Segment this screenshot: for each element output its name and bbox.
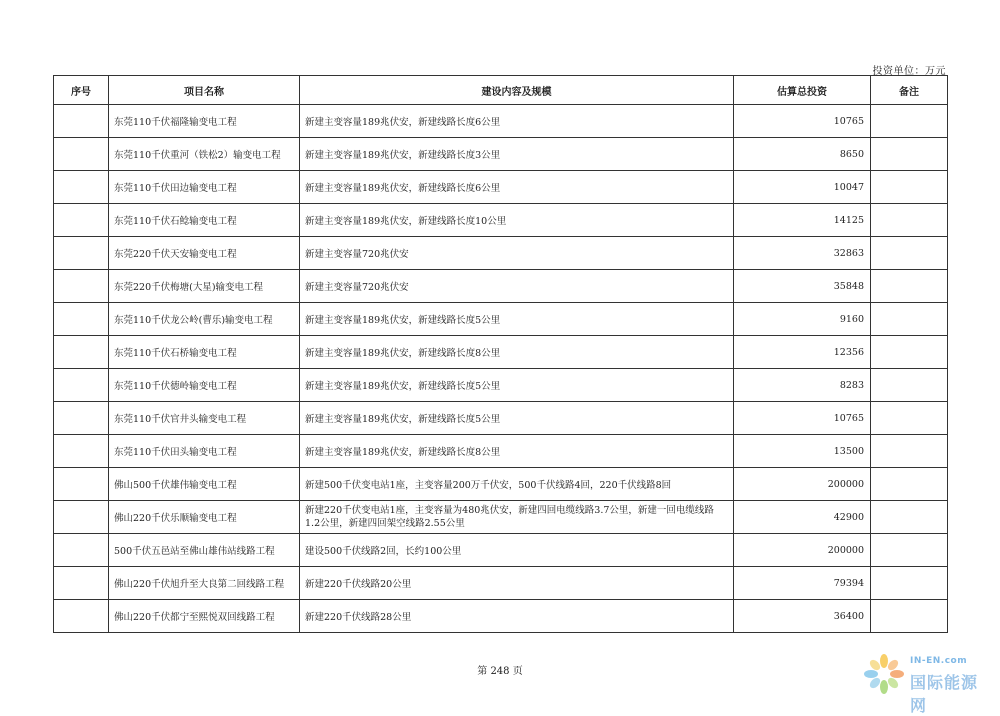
cell-content: 建设500千伏线路2回，长约100公里 [300, 534, 734, 567]
cell-content: 新建220千伏线路20公里 [300, 567, 734, 600]
cell-seq [54, 105, 109, 138]
cell-investment: 10765 [734, 105, 871, 138]
cell-content: 新建主变容量189兆伏安，新建线路长度6公里 [300, 171, 734, 204]
table-row [54, 303, 948, 336]
cell-note [871, 138, 948, 171]
table-row [54, 270, 948, 303]
cell-investment: 8650 [734, 138, 871, 171]
cell-note [871, 105, 948, 138]
cell-project-name: 佛山500千伏雄伟输变电工程 [109, 468, 300, 501]
table-row [54, 600, 948, 633]
cell-seq [54, 468, 109, 501]
cell-content: 新建220千伏变电站1座，主变容量为480兆伏安，新建四回电缆线路3.7公里，新建一回电缆线路1.2公里，新建四回架空线路2.55公里 [300, 501, 734, 534]
cell-seq [54, 501, 109, 534]
page-number: 第 248 页 [477, 666, 523, 677]
cell-seq [54, 435, 109, 468]
cell-content: 新建主变容量189兆伏安，新建线路长度8公里 [300, 336, 734, 369]
table-row [54, 138, 948, 171]
cell-project-name: 东莞110千伏石鲶输变电工程 [109, 204, 300, 237]
cell-project-name: 东莞110千伏田边输变电工程 [109, 171, 300, 204]
cell-note [871, 303, 948, 336]
cell-note [871, 270, 948, 303]
table-row [54, 501, 948, 534]
cell-content: 新建主变容量189兆伏安，新建线路长度5公里 [300, 402, 734, 435]
cell-investment: 32863 [734, 237, 871, 270]
project-table [53, 75, 948, 633]
table-header-row [54, 76, 948, 105]
table-row [54, 435, 948, 468]
cell-project-name: 佛山220千伏旭升至大良第二回线路工程 [109, 567, 300, 600]
cell-seq [54, 336, 109, 369]
cell-investment: 35848 [734, 270, 871, 303]
column-header-content: 建设内容及规模 [300, 76, 734, 105]
table-row [54, 468, 948, 501]
table-row [54, 237, 948, 270]
cell-investment: 10765 [734, 402, 871, 435]
sun-flower-icon [862, 652, 906, 696]
cell-seq [54, 204, 109, 237]
cell-investment: 8283 [734, 369, 871, 402]
cell-content: 新建220千伏线路28公里 [300, 600, 734, 633]
table-row [54, 105, 948, 138]
cell-note [871, 435, 948, 468]
cell-investment: 10047 [734, 171, 871, 204]
column-header-name: 项目名称 [109, 76, 300, 105]
cell-seq [54, 270, 109, 303]
cell-investment: 9160 [734, 303, 871, 336]
table-row [54, 171, 948, 204]
cell-project-name: 东莞110千伏重河（铁松2）输变电工程 [109, 138, 300, 171]
cell-note [871, 468, 948, 501]
cell-investment: 13500 [734, 435, 871, 468]
cell-project-name: 东莞220千伏天安输变电工程 [109, 237, 300, 270]
cell-content: 新建主变容量189兆伏安，新建线路长度6公里 [300, 105, 734, 138]
table-row [54, 204, 948, 237]
cell-project-name: 佛山220千伏乐顺输变电工程 [109, 501, 300, 534]
cell-investment: 200000 [734, 468, 871, 501]
cell-project-name: 东莞110千伏德岭输变电工程 [109, 369, 300, 402]
cell-project-name: 东莞110千伏官井头输变电工程 [109, 402, 300, 435]
cell-project-name: 东莞110千伏福隆输变电工程 [109, 105, 300, 138]
table-row [54, 369, 948, 402]
cell-seq [54, 303, 109, 336]
table-row [54, 534, 948, 567]
cell-investment: 79394 [734, 567, 871, 600]
cell-investment: 200000 [734, 534, 871, 567]
cell-project-name: 东莞110千伏田头输变电工程 [109, 435, 300, 468]
cell-content: 新建主变容量189兆伏安，新建线路长度8公里 [300, 435, 734, 468]
cell-project-name: 500千伏五邑站至佛山雄伟站线路工程 [109, 534, 300, 567]
cell-project-name: 佛山220千伏都宁至熙悦双回线路工程 [109, 600, 300, 633]
cell-note [871, 600, 948, 633]
cell-seq [54, 402, 109, 435]
column-header-seq: 序号 [54, 76, 109, 105]
table-row [54, 567, 948, 600]
cell-content: 新建500千伏变电站1座，主变容量200万千伏安，500千伏线路4回，220千伏线路8回 [300, 468, 734, 501]
watermark-logo [862, 652, 994, 715]
cell-investment: 36400 [734, 600, 871, 633]
cell-content: 新建主变容量189兆伏安，新建线路长度10公里 [300, 204, 734, 237]
cell-note [871, 567, 948, 600]
cell-seq [54, 600, 109, 633]
cell-note [871, 237, 948, 270]
table-row [54, 336, 948, 369]
cell-seq [54, 534, 109, 567]
cell-seq [54, 237, 109, 270]
cell-note [871, 501, 948, 534]
investment-unit-label: 投资单位：万元 [872, 66, 946, 77]
cell-content: 新建主变容量189兆伏安，新建线路长度5公里 [300, 303, 734, 336]
cell-seq [54, 369, 109, 402]
cell-note [871, 336, 948, 369]
cell-content: 新建主变容量720兆伏安 [300, 237, 734, 270]
cell-seq [54, 567, 109, 600]
cell-content: 新建主变容量189兆伏安，新建线路长度5公里 [300, 369, 734, 402]
cell-content: 新建主变容量189兆伏安，新建线路长度3公里 [300, 138, 734, 171]
watermark-brand: 国际能源网 [910, 673, 979, 715]
cell-content: 新建主变容量720兆伏安 [300, 270, 734, 303]
column-header-note: 备注 [871, 76, 948, 105]
cell-investment: 14125 [734, 204, 871, 237]
cell-note [871, 171, 948, 204]
table-row [54, 402, 948, 435]
cell-project-name: 东莞220千伏梅塘(大星)输变电工程 [109, 270, 300, 303]
cell-seq [54, 171, 109, 204]
cell-investment: 12356 [734, 336, 871, 369]
cell-investment: 42900 [734, 501, 871, 534]
cell-note [871, 369, 948, 402]
cell-note [871, 534, 948, 567]
cell-project-name: 东莞110千伏龙公岭(曹乐)输变电工程 [109, 303, 300, 336]
watermark-domain: IN-EN.com [910, 656, 968, 666]
cell-note [871, 402, 948, 435]
column-header-investment: 估算总投资 [734, 76, 871, 105]
cell-project-name: 东莞110千伏石桥输变电工程 [109, 336, 300, 369]
cell-seq [54, 138, 109, 171]
cell-note [871, 204, 948, 237]
